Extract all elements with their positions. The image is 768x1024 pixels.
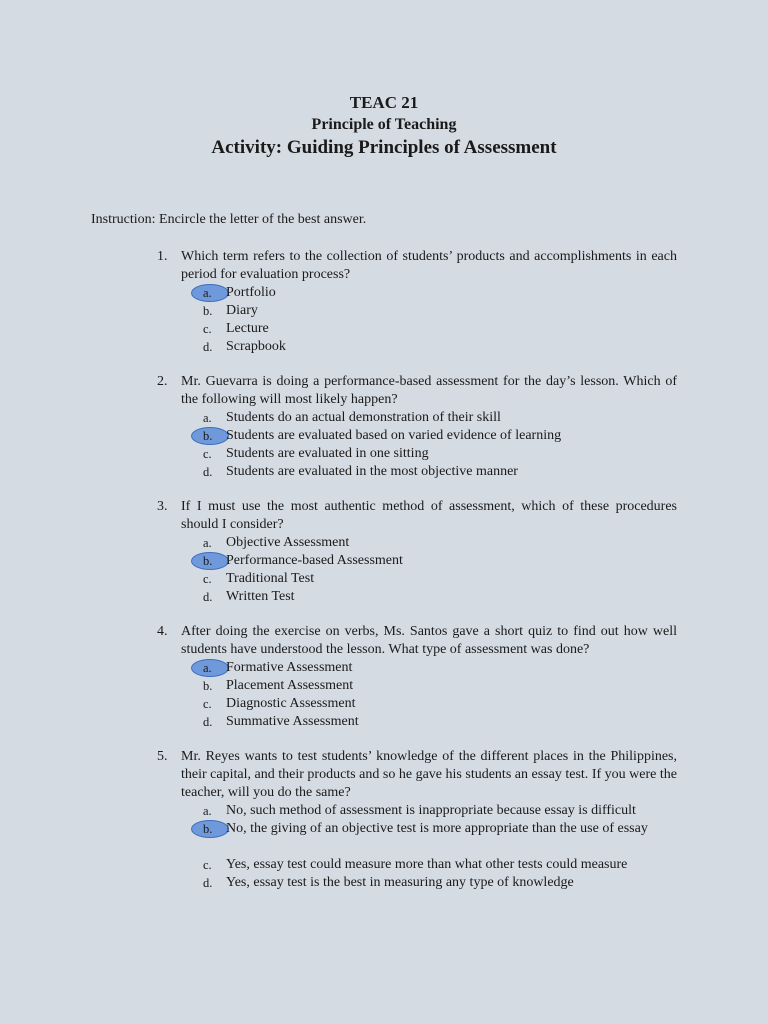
question-text: If I must use the most authentic method of assessment, which of these procedures should I consider? bbox=[181, 499, 677, 532]
option-letter[interactable]: c. bbox=[203, 858, 212, 872]
option-text: Students are evaluated in the most objective manner bbox=[226, 464, 518, 479]
option-letter[interactable]: d. bbox=[203, 590, 213, 604]
option-text: Objective Assessment bbox=[226, 535, 350, 550]
option-letter[interactable]: a. bbox=[203, 286, 212, 300]
option-letter[interactable]: a. bbox=[203, 411, 212, 425]
question-text: Which term refers to the collection of students’ products and accomplishments in each period for evaluation process? bbox=[181, 249, 677, 282]
option-letter[interactable]: a. bbox=[203, 536, 212, 550]
option-letter[interactable]: c. bbox=[203, 447, 212, 461]
question-number: 1. bbox=[157, 249, 168, 264]
option-text: Performance-based Assessment bbox=[226, 553, 403, 568]
option-text: Yes, essay test is the best in measuring any type of knowledge bbox=[226, 875, 574, 890]
option-letter[interactable]: d. bbox=[203, 876, 213, 890]
option-text: Placement Assessment bbox=[226, 678, 354, 693]
instruction-text: Instruction: Encircle the letter of the best answer. bbox=[91, 212, 367, 227]
course-code: TEAC 21 bbox=[349, 93, 419, 112]
question-text: Mr. Guevarra is doing a performance-based assessment for the day’s lesson. Which of the following will most likely happen? bbox=[181, 374, 677, 407]
option-letter[interactable]: b. bbox=[203, 429, 213, 443]
option-text: Diagnostic Assessment bbox=[226, 696, 356, 711]
option-letter[interactable]: c. bbox=[203, 572, 212, 586]
option-letter[interactable]: d. bbox=[203, 340, 213, 354]
subject-title: Principle of Teaching bbox=[311, 116, 457, 133]
option-text: Students do an actual demonstration of their skill bbox=[226, 410, 501, 425]
option-text: Lecture bbox=[226, 321, 269, 336]
option-letter[interactable]: c. bbox=[203, 697, 212, 711]
option-letter[interactable]: b. bbox=[203, 822, 213, 836]
option-text: No, the giving of an objective test is more appropriate than the use of essay bbox=[226, 821, 648, 836]
question-number: 3. bbox=[157, 499, 168, 514]
option-text: Portfolio bbox=[226, 285, 276, 300]
option-text: Written Test bbox=[226, 589, 295, 604]
option-text: Diary bbox=[226, 303, 258, 318]
question-text: After doing the exercise on verbs, Ms. Santos gave a short quiz to find out how well students have understood the lesson. What type of assessment was done? bbox=[181, 624, 677, 657]
question-number: 4. bbox=[157, 624, 168, 639]
option-letter[interactable]: b. bbox=[203, 304, 213, 318]
option-text: Summative Assessment bbox=[226, 714, 359, 729]
option-text: Traditional Test bbox=[226, 571, 315, 586]
option-text: No, such method of assessment is inappropriate because essay is difficult bbox=[226, 803, 636, 818]
option-text: Students are evaluated based on varied evidence of learning bbox=[226, 428, 562, 443]
option-text: Scrapbook bbox=[226, 339, 286, 354]
activity-title: Activity: Guiding Principles of Assessment bbox=[211, 137, 557, 158]
question-number: 5. bbox=[157, 749, 168, 764]
option-text: Formative Assessment bbox=[226, 660, 353, 675]
option-letter[interactable]: b. bbox=[203, 554, 213, 568]
option-letter[interactable]: d. bbox=[203, 715, 213, 729]
option-letter[interactable]: a. bbox=[203, 661, 212, 675]
option-letter[interactable]: d. bbox=[203, 465, 213, 479]
option-text: Students are evaluated in one sitting bbox=[226, 446, 429, 461]
option-text: Yes, essay test could measure more than what other tests could measure bbox=[226, 857, 628, 872]
option-letter[interactable]: b. bbox=[203, 679, 213, 693]
question-text: Mr. Reyes wants to test students’ knowledge of the different places in the Philippines, their capital, and their products and so he gave his students an essay test. If you were the teacher, will you do the same? bbox=[181, 749, 677, 800]
option-letter[interactable]: a. bbox=[203, 804, 212, 818]
question-number: 2. bbox=[157, 374, 168, 389]
option-letter[interactable]: c. bbox=[203, 322, 212, 336]
